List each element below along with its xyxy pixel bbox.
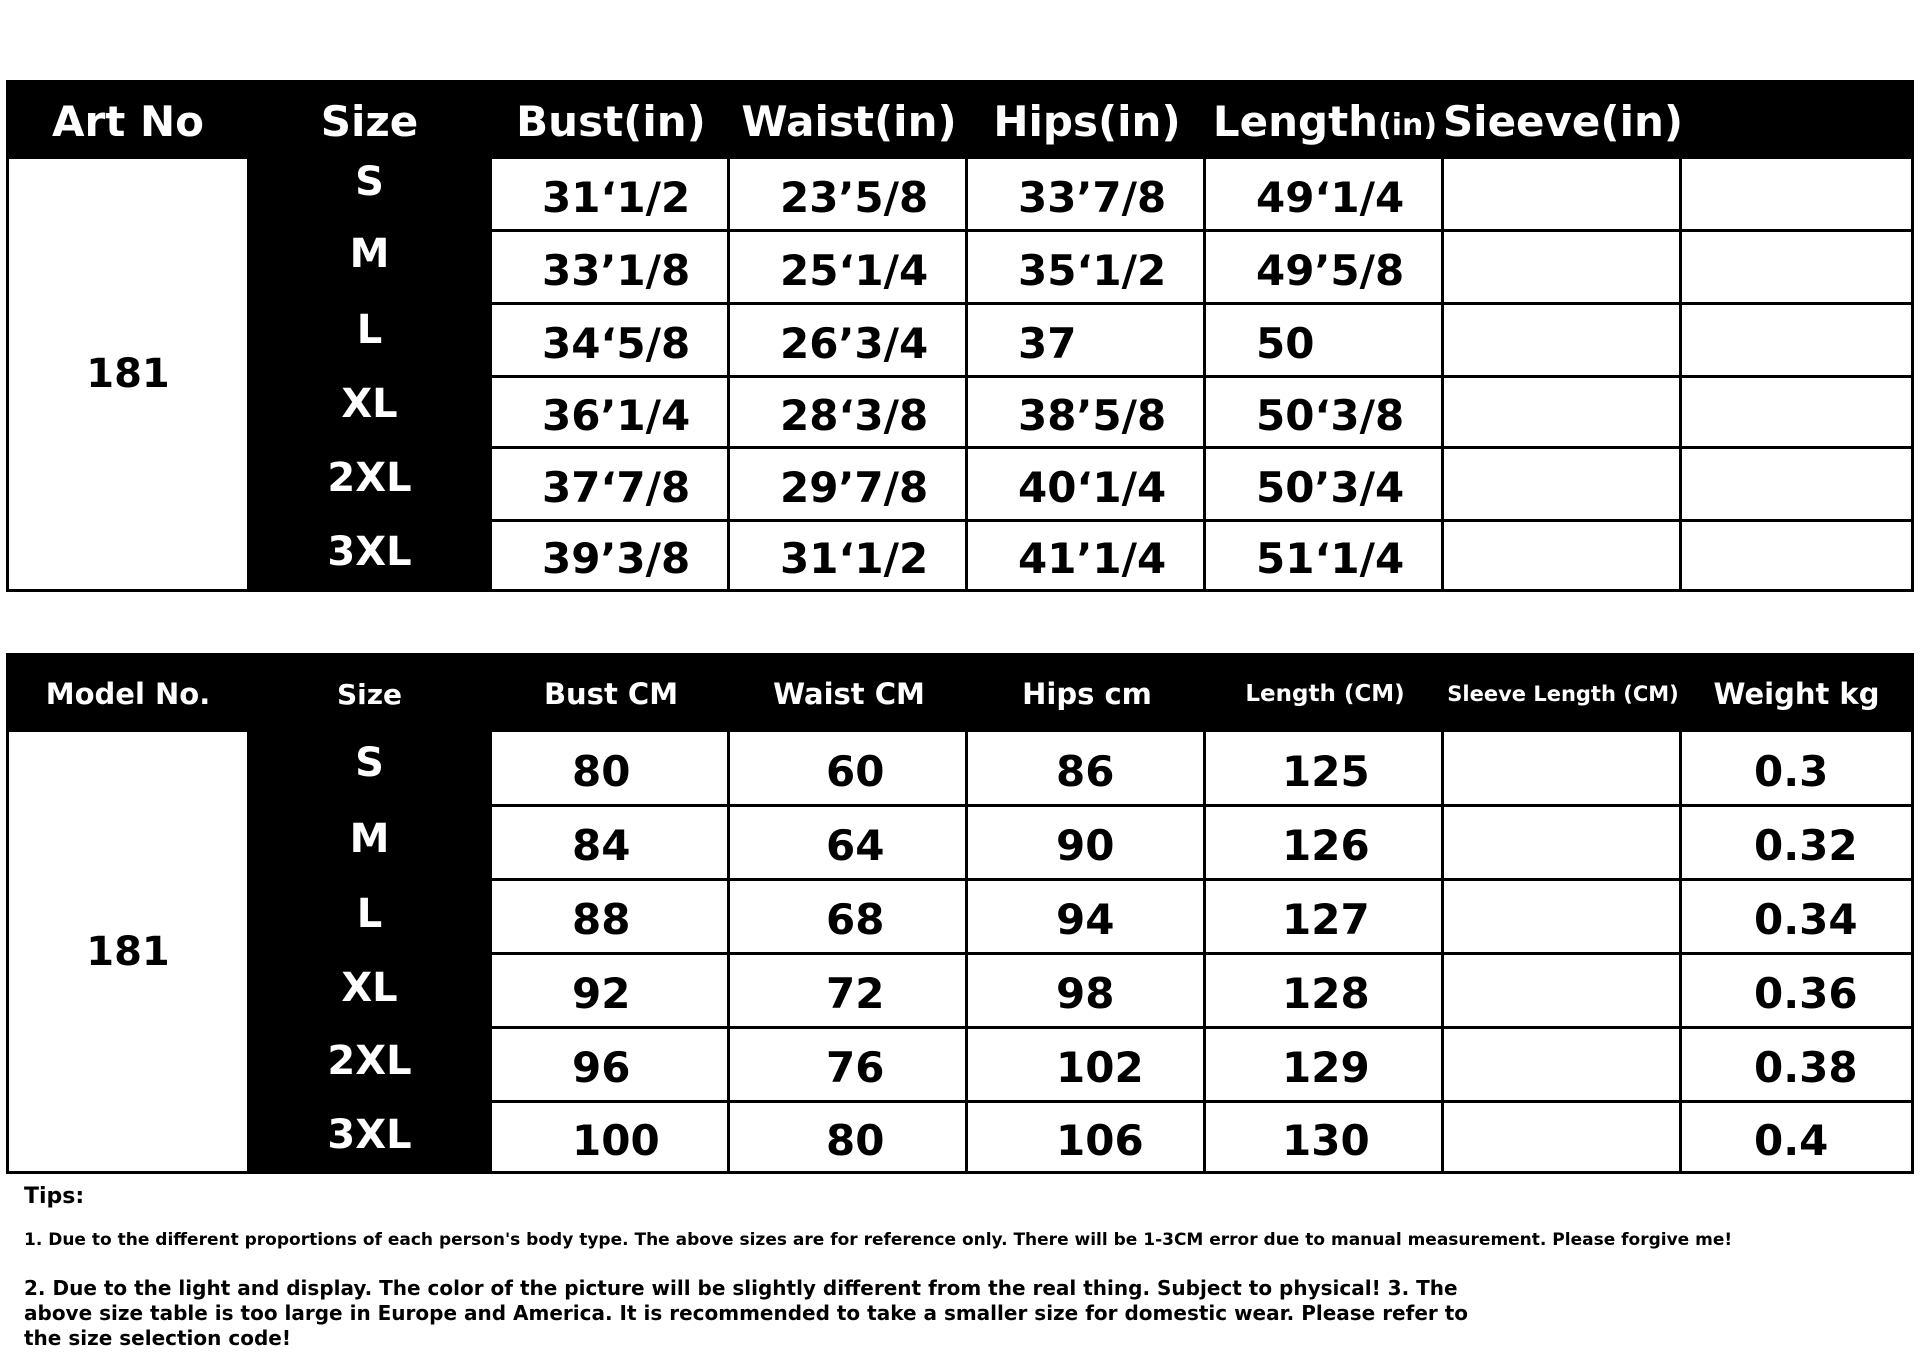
extra-cell (1682, 305, 1917, 375)
header-length-unit: (in) (1378, 107, 1438, 143)
hips-cell: 98 (968, 955, 1206, 1026)
bust-cell: 88 (492, 881, 730, 952)
header-waist: Waist(in) (741, 96, 957, 146)
sleeve-length-cell (1444, 955, 1682, 1026)
hips-cell: 102 (968, 1029, 1206, 1100)
hips-cell: 41’1/4 (968, 522, 1206, 589)
size-label: 2XL (327, 455, 412, 501)
art-no-value: 181 (9, 159, 247, 589)
sleeve-length-cell (1444, 1029, 1682, 1100)
tips-line-1: 1. Due to the different proportions of each person's body type. The above sizes are for reference only. There will be 1-3CM error due to manual measurement. Please forgive me! (24, 1230, 1733, 1250)
header-hips: Hips(in) (993, 96, 1181, 146)
extra-cell (1682, 159, 1917, 229)
sleeve-cell (1444, 232, 1682, 302)
header-weight: Weight kg (1713, 677, 1880, 711)
tips-line-2b: above size table is too large in Europe and America. It is recommended to take a smaller size for domestic wear. Please refer to (24, 1301, 1469, 1325)
header-length-label: Length (1212, 96, 1379, 146)
bust-cell: 37‘7/8 (492, 449, 730, 519)
length-cell: 127 (1206, 881, 1444, 952)
table-row (492, 807, 1911, 881)
header-art-no: Art No (52, 96, 204, 146)
size-column (247, 159, 492, 589)
size-label: 2XL (327, 1038, 412, 1084)
table-row (492, 522, 1911, 589)
length-cell: 130 (1206, 1103, 1444, 1171)
table-row (492, 732, 1911, 807)
waist-cell: 72 (730, 955, 968, 1026)
length-cell: 126 (1206, 807, 1444, 878)
table-header (9, 83, 1911, 159)
sleeve-cell (1444, 522, 1682, 589)
waist-cell: 25‘1/4 (730, 232, 968, 302)
size-label: M (349, 231, 390, 277)
length-cell: 51‘1/4 (1206, 522, 1444, 589)
size-label: 3XL (327, 529, 412, 575)
sleeve-cell (1444, 449, 1682, 519)
waist-cell: 29’7/8 (730, 449, 968, 519)
length-cell: 49’5/8 (1206, 232, 1444, 302)
measurement-grid (492, 159, 1911, 589)
weight-cell: 0.36 (1754, 969, 1858, 1018)
sleeve-cell (1444, 159, 1682, 229)
weight-cell: 0.32 (1754, 821, 1858, 870)
hips-cell: 90 (968, 807, 1206, 878)
table-header (9, 656, 1911, 732)
waist-cell: 31‘1/2 (730, 522, 968, 589)
bust-cell: 96 (492, 1029, 730, 1100)
weight-cell: 0.4 (1754, 1115, 1829, 1165)
tips-line-2a: 2. Due to the light and display. The color of the picture will be slightly different from the real thing. Subject to physical! 3. The (24, 1276, 1458, 1300)
header-size: Size (336, 677, 403, 711)
length-cell: 129 (1206, 1029, 1444, 1100)
extra-cell (1682, 232, 1917, 302)
weight-cell: 0.34 (1754, 895, 1858, 944)
hips-cell: 37 (968, 305, 1206, 375)
weight-cell: 0.3 (1754, 746, 1829, 796)
tips-title: Tips: (24, 1184, 85, 1209)
header-sleeve-length: Sleeve Length (CM) (1447, 682, 1679, 706)
bust-cell: 100 (492, 1103, 730, 1171)
hips-cell: 33’7/8 (968, 159, 1206, 229)
waist-cell: 23’5/8 (730, 159, 968, 229)
sleeve-length-cell (1444, 881, 1682, 952)
header-model-no: Model No. (45, 677, 211, 711)
bust-cell: 34‘5/8 (492, 305, 730, 375)
extra-cell (1682, 522, 1917, 589)
length-cell: 125 (1206, 732, 1444, 804)
bust-cell: 31‘1/2 (492, 159, 730, 229)
bust-cell: 39’3/8 (492, 522, 730, 589)
size-label: S (355, 740, 384, 786)
header-hips: Hips cm (1022, 677, 1152, 711)
model-no-value: 181 (9, 732, 247, 1171)
table-row (492, 449, 1911, 522)
weight-cell: 0.38 (1754, 1043, 1858, 1092)
bust-cell: 80 (492, 732, 730, 804)
length-cell: 50‘3/8 (1206, 378, 1444, 446)
header-bust: Bust CM (543, 677, 679, 711)
size-table-cm (6, 653, 1914, 1174)
length-cell: 50’3/4 (1206, 449, 1444, 519)
table-row (492, 1029, 1911, 1103)
bust-cell: 33’1/8 (492, 232, 730, 302)
hips-cell: 40‘1/4 (968, 449, 1206, 519)
sleeve-cell (1444, 378, 1682, 446)
length-cell: 50 (1206, 305, 1444, 375)
bust-cell: 36’1/4 (492, 378, 730, 446)
size-table-inches (6, 80, 1914, 592)
size-label: 3XL (327, 1112, 412, 1158)
size-label: XL (341, 381, 398, 427)
sleeve-length-cell (1444, 732, 1682, 804)
header-length: Length (CM) (1245, 681, 1405, 707)
table-row (492, 955, 1911, 1029)
table-row (492, 1103, 1911, 1171)
hips-cell: 35‘1/2 (968, 232, 1206, 302)
waist-cell: 64 (730, 807, 968, 878)
measurement-grid (492, 732, 1911, 1171)
size-label: S (355, 159, 384, 205)
tips-line-2c: the size selection code! (24, 1326, 291, 1350)
table-row (492, 881, 1911, 955)
waist-cell: 26’3/4 (730, 305, 968, 375)
size-label: M (349, 816, 390, 862)
hips-cell: 94 (968, 881, 1206, 952)
header-waist: Waist CM (773, 677, 925, 711)
waist-cell: 28‘3/8 (730, 378, 968, 446)
header-bust: Bust(in) (516, 96, 706, 146)
table-row (492, 232, 1911, 305)
table-row (492, 378, 1911, 449)
length-cell: 128 (1206, 955, 1444, 1026)
size-label: L (356, 307, 383, 353)
header-sleeve: Sieeve(in) (1442, 96, 1684, 146)
size-label: L (356, 891, 383, 937)
waist-cell: 80 (730, 1103, 968, 1171)
sleeve-cell (1444, 305, 1682, 375)
size-label: XL (341, 965, 398, 1011)
hips-cell: 86 (968, 732, 1206, 804)
length-cell: 49‘1/4 (1206, 159, 1444, 229)
table-row (492, 305, 1911, 378)
extra-cell (1682, 449, 1917, 519)
waist-cell: 76 (730, 1029, 968, 1100)
size-column (247, 732, 492, 1171)
extra-cell (1682, 378, 1917, 446)
hips-cell: 38’5/8 (968, 378, 1206, 446)
hips-cell: 106 (968, 1103, 1206, 1171)
table-row (492, 159, 1911, 232)
header-length (1206, 83, 1444, 159)
header-size: Size (320, 96, 419, 146)
waist-cell: 60 (730, 732, 968, 804)
bust-cell: 84 (492, 807, 730, 878)
waist-cell: 68 (730, 881, 968, 952)
bust-cell: 92 (492, 955, 730, 1026)
sleeve-length-cell (1444, 1103, 1682, 1171)
sleeve-length-cell (1444, 807, 1682, 878)
